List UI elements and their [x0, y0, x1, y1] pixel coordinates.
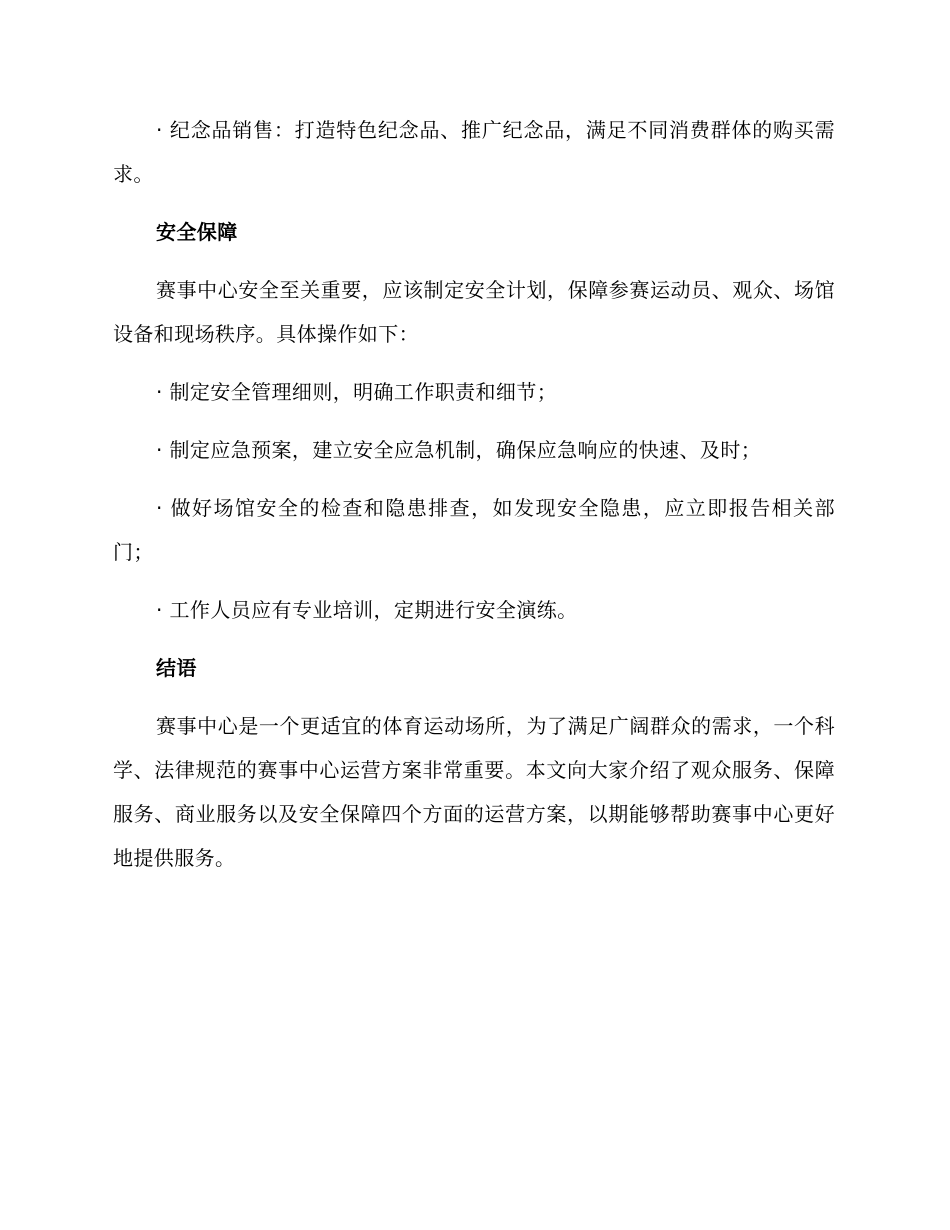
heading-safety: 安全保障 [156, 220, 238, 244]
heading-conclusion: 结语 [156, 656, 197, 680]
document-body [113, 108, 835, 894]
paragraph-conclusion: 赛事中心是一个更适宜的体育运动场所，为了满足广阔群众的需求，一个科学、法律规范的赛事中心运营方案非常重要。本文向大家介绍了观众服务、保障服务、商业服务以及安全保障四个方面的运营方案，以期能够帮助赛事中心更好地提供服务。 [113, 714, 835, 870]
bullet-safety-rules: · 制定安全管理细则，明确工作职责和细节； [156, 380, 558, 404]
paragraph-safety-intro: 赛事中心安全至关重要，应该制定安全计划，保障参赛运动员、观众、场馆设备和现场秩序。具体操作如下： [113, 278, 835, 346]
bullet-venue-inspection: · 做好场馆安全的检查和隐患排查，如发现安全隐患，应立即报告相关部门； [113, 496, 835, 564]
bullet-staff-training: · 工作人员应有专业培训，定期进行安全演练。 [156, 598, 578, 622]
bullet-souvenir-sales: · 纪念品销售：打造特色纪念品、推广纪念品，满足不同消费群体的购买需求。 [113, 118, 835, 186]
bullet-emergency-plan: · 制定应急预案，建立安全应急机制，确保应急响应的快速、及时； [156, 438, 762, 462]
